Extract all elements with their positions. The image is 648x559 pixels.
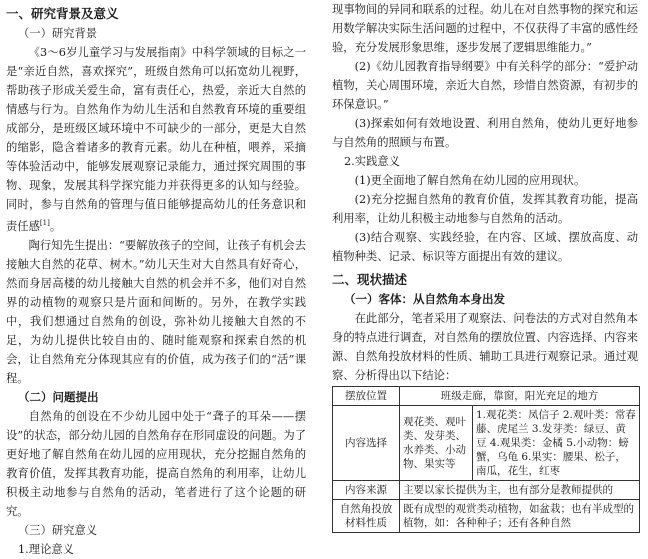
table-cell-label: 内容选择 bbox=[333, 406, 400, 481]
subheading-meaning: （三）研究意义 bbox=[18, 523, 98, 537]
citation-mark: [1] bbox=[39, 219, 50, 227]
table-cell-value: 班级走廊，靠窗，阳光充足的地方 bbox=[400, 387, 640, 406]
subheading-problem: （二）问题提出 bbox=[18, 389, 99, 404]
subheading-practice: 2.实践意义 bbox=[344, 155, 400, 168]
table-row bbox=[333, 387, 640, 406]
paragraph-practice-1: (1)更全面地了解自然角在幼儿园的应用现状。 bbox=[354, 174, 586, 187]
subheading-guest: （一）客体：从自然角本身出发 bbox=[344, 292, 505, 306]
table-cell-value: 主要以家长提供为主，也有部分是教师提供的 bbox=[400, 481, 640, 500]
paragraph-problem: 自然角的创设在不少幼儿园中处于“聋子的耳朵——摆设”的状态，部分幼儿园的自然角存在形同虚设的问题。为了更好地了解自然角在幼儿园的应用现状，充分挖掘自然角的教育价值，发挥其教育功能，提高自然角的利用率，让幼儿积极主动地参与自然角的活动，笔者进行了这个论题的研究。 bbox=[6, 409, 306, 518]
section-heading-status: 二、现状描述 bbox=[332, 272, 408, 287]
paragraph-tao-xingzhi: 陶行知先生提出：“要解放孩子的空间，让孩子有机会去接触大自然的花草、树木。”幼儿天生对大自然具有好奇心，然而身居高楼的幼儿接触大自然的机会并不多，他们对自然界的动植物的观察只是片面和间断的。另外，在教学实践中，我们想通过自然角的创设，弥补幼儿接触大自然的不足，为幼儿提供比较自由的、随时能观察和探索自然的机会，让自然角充分体现其应有的价值，成为孩子们的“活”课程。 bbox=[6, 238, 306, 385]
table-row bbox=[333, 500, 640, 533]
subheading-theory: 1.理论意义 bbox=[18, 542, 74, 556]
table-cell-label: 自然角投放材料性质 bbox=[333, 500, 400, 533]
paragraph-continued: 现事物间的异同和联系的过程。幼儿在对自然事物的探究和运用数学解决实际生活问题的过程中，不仅获得了丰富的感性经验，充分发展形象思维，逐步发展了逻辑思维能力。” bbox=[332, 3, 638, 54]
paragraph-practice-2: (2)充分挖掘自然角的教育价值，发挥其教育功能，提高利用率，让幼儿积极主动地参与自然角的活动。 bbox=[332, 193, 638, 225]
paragraph-practice-3: (3)结合观察、实践经验，在内容、区域、摆放高度、动植物种类、记录、标识等方面提出有效的建议。 bbox=[332, 231, 638, 263]
paragraph-guideline: (2)《幼儿园教育指导纲要》中有关科学的部分：“爱护动植物，关心周围环境，亲近大自然，珍惜自然资源，有初步的环保意识。” bbox=[332, 60, 638, 111]
status-table bbox=[332, 386, 640, 533]
right-column bbox=[332, 0, 638, 533]
paragraph-explore: (3)探索如何有效地设置、利用自然角，使幼儿更好地参与自然角的照顾与布置。 bbox=[332, 117, 638, 149]
section-heading-research: 一、研究背景及意义 bbox=[6, 6, 119, 21]
paragraph-background: 《3～6岁儿童学习与发展指南》中科学领域的目标之一是“亲近自然，喜欢探究”，班级自然角可以拓宽幼儿视野，帮助孩子形成关爱生命，富有责任心，热爱，亲近大自然的情感与行为。自然角作为幼儿生活和自然教育环境的重要组成部分，是班级区域环境中不可缺少的一部分，更是大自然的缩影，隐含着诸多的教育元素。幼儿在种植，喂养，采摘等体验活动中，能够发展观察记录能力，通过探究周围的事物、现象，发展其科学探究能力并获得更多的认知与经验。同时，参与自然角的管理与值日能够提高幼儿的任务意识和责任感[1]。 bbox=[6, 46, 306, 233]
table-cell-label: 内容来源 bbox=[333, 481, 400, 500]
table-cell-category: 观花类、观叶类、发芽类、水养类、小动物、果实等 bbox=[400, 406, 473, 481]
table-row bbox=[333, 481, 640, 500]
paragraph-status: 在此部分，笔者采用了观察法、问卷法的方式对自然角本身的特点进行调查，对自然角的摆放位置、内容选择、内容来源、自然角投放材料的性质、辅助工具进行观察记录。通过观察、分析得出以下结论： bbox=[332, 312, 638, 382]
subheading-background: （一）研究背景 bbox=[18, 27, 98, 40]
table-cell-label: 摆放位置 bbox=[333, 387, 400, 406]
table-row bbox=[333, 406, 640, 481]
left-column bbox=[6, 0, 306, 559]
table-cell-value: 既有成型的观赏类动植物，如盆栽；也有半成型的植物，如：各种种子；还有各种自然 bbox=[400, 500, 640, 533]
table-cell-detail: 1.观花类：凤信子 2.观叶类：常春藤、虎尾兰 3.发芽类：绿豆、黄豆 4.观果类：金橘 5.小动物：螃蟹，乌龟 6.果实：腰果、松子，南瓜，花生，红枣 bbox=[473, 406, 640, 481]
